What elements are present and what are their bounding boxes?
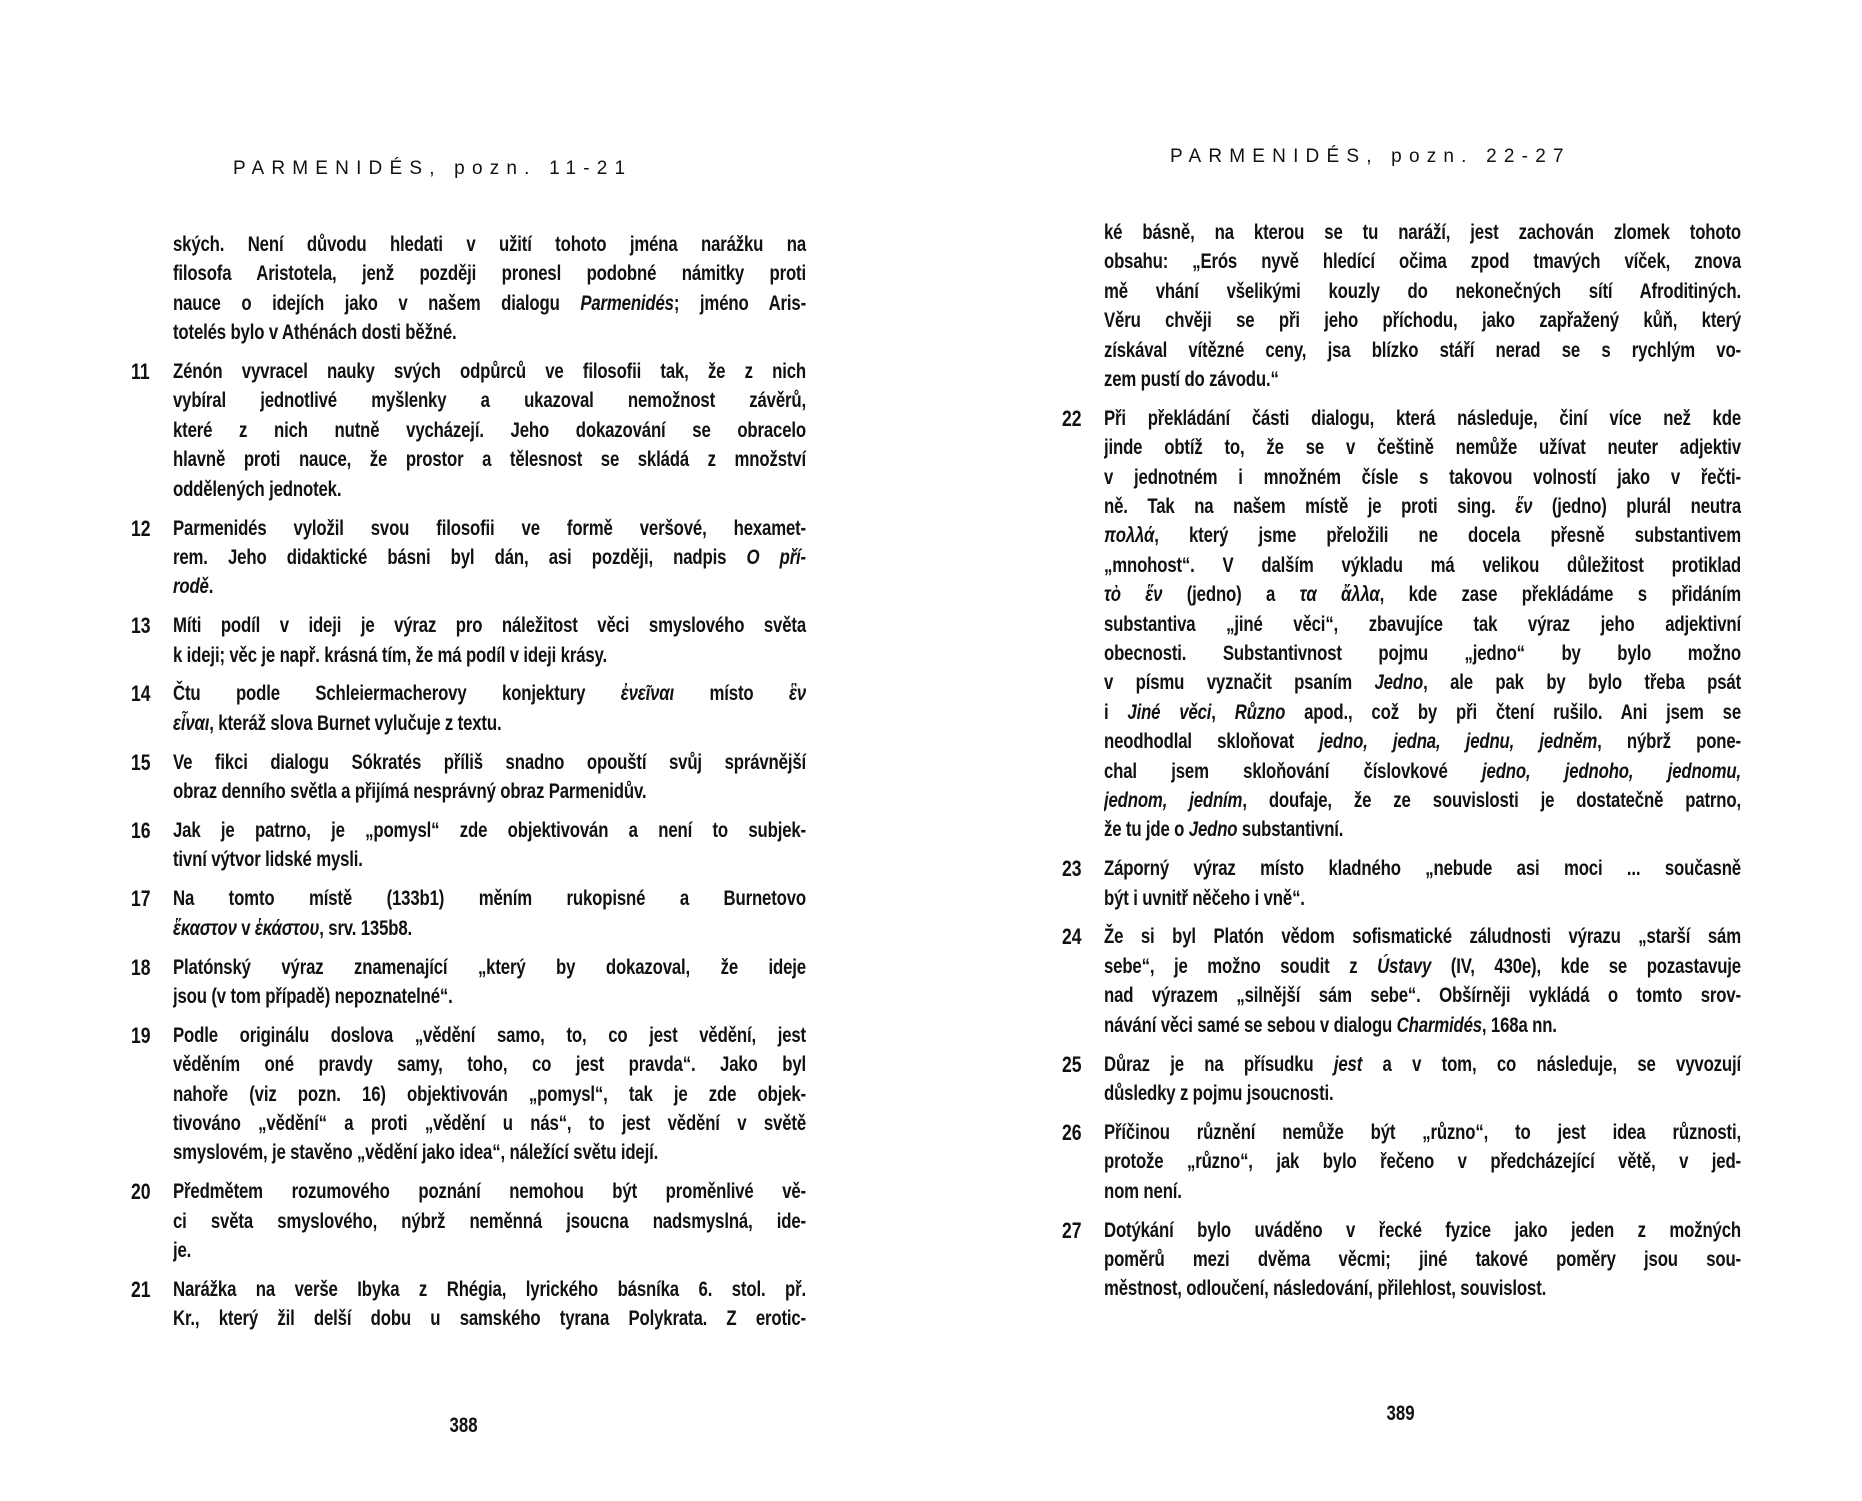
text-run: ; jméno Aris- (673, 290, 806, 315)
text-run: návání věci samé se sebou v dialogu (1104, 1012, 1397, 1037)
text-line (1104, 668, 1741, 697)
italic-text: πολλά (1104, 523, 1155, 548)
text-line (1104, 404, 1741, 433)
text-run: Zénón vyvracel nauky svých odpůrců ve filosofii tak, že z nich (173, 359, 806, 384)
text-run: chal jsem skloňování číslovkové (1104, 758, 1483, 783)
footnote-number: 12 (131, 515, 151, 541)
footnote (131, 748, 806, 807)
text-run: Předmětem rozumového poznání nemohou být proměnlivé vě- (173, 1179, 806, 1204)
italic-text: Charmidés (1396, 1012, 1482, 1037)
footnote-number: 26 (1062, 1119, 1082, 1145)
text-run: věděním oné pravdy samy, toho, co jest pravda“. Jako byl (173, 1052, 806, 1077)
text-line (1104, 884, 1741, 913)
footnote-continuation (1062, 218, 1741, 394)
text-line (173, 914, 806, 943)
text-line (1104, 306, 1741, 335)
page-number: 389 (1386, 1402, 1415, 1425)
text-line (1104, 521, 1741, 550)
italic-text: Jedno (1374, 670, 1424, 695)
text-line (173, 514, 806, 543)
text-run: jsou (v tom případě) nepoznatelné“. (173, 983, 453, 1008)
text-run: Kr., který žil delší dobu u samského tyrana Polykrata. Z erotic- (173, 1306, 806, 1331)
running-head: PARMENIDÉS, pozn. 22-27 (1170, 146, 1571, 167)
text-run: substantiva „jiné věci“, zbavujíce tak výraz jeho adjektivní (1104, 611, 1741, 636)
text-run: v (236, 915, 255, 940)
text-run: Při překládání části dialogu, která následuje, činí více než kde (1104, 405, 1741, 430)
italic-text: τα ἄλλα (1299, 582, 1380, 607)
text-line (173, 641, 806, 670)
text-line (173, 1138, 806, 1167)
footnote (1062, 1216, 1741, 1304)
italic-text: Různo (1234, 699, 1286, 724)
text-line (1104, 277, 1741, 306)
italic-text: ἐνεῖναι (620, 681, 675, 706)
text-line (173, 357, 806, 386)
text-run: totelés bylo v Athénách dosti běžné. (173, 320, 457, 345)
text-run: ci světa smyslového, nýbrž neměnná jsoucna nadsmyslná, ide- (173, 1208, 806, 1233)
text-run: , který jsme přeložili ne docela přesně substantivem (1154, 523, 1741, 548)
text-line (173, 572, 806, 601)
text-line (173, 1207, 806, 1236)
footnote (131, 816, 806, 875)
text-run: , ale pak by bylo třeba psát (1423, 670, 1741, 695)
text-line (173, 386, 806, 415)
italic-text: ἕκαστον (173, 915, 237, 940)
italic-text: O pří- (746, 544, 806, 569)
text-run: Věru chvěji se při jeho příchodu, jako zapřažený kůň, který (1104, 308, 1741, 333)
text-run: nahoře (viz pozn. 16) objektivován „pomysl“, tak je zde objek- (173, 1081, 806, 1106)
notes-list (131, 230, 806, 1334)
text-line (1104, 218, 1741, 247)
text-run: tivováno „vědění“ a proti „vědění u nás“, to jest vědění v světě (173, 1111, 806, 1136)
text-run: substantivní. (1237, 817, 1344, 842)
text-line (1104, 757, 1741, 786)
text-run: mě vhání všelikými kouzly do nekonečných sítí Afroditiných. (1104, 278, 1741, 303)
text-run: (IV, 430e), kde se pozastavuje (1431, 953, 1741, 978)
text-run: Příčinou různění nemůže být „různo“, to jest idea různosti, (1104, 1119, 1741, 1144)
footnote (131, 357, 806, 504)
page-number: 388 (449, 1414, 478, 1437)
text-run: neodhodlal skloňovat (1104, 729, 1320, 754)
text-run: důsledky z pojmu jsoucnosti. (1104, 1080, 1334, 1105)
italic-text: jest (1333, 1051, 1363, 1076)
text-run: rem. Jeho didaktické básni byl dán, asi později, nadpis (173, 544, 747, 569)
footnote-number: 13 (131, 613, 151, 639)
text-run: nad výrazem „silnější sám sebe“. Obšírněji vykládá o tomto srov- (1104, 983, 1741, 1008)
text-line (173, 1109, 806, 1138)
text-run: i (1104, 699, 1128, 724)
italic-text: rodě (173, 574, 209, 599)
italic-text: Jedno (1188, 817, 1238, 842)
text-run: Parmenidés vyložil svou filosofii ve formě veršové, hexamet- (173, 515, 806, 540)
text-run: být i uvnitř něčeho i vně“. (1104, 885, 1305, 910)
footnote (1062, 1050, 1741, 1109)
text-line (1104, 1245, 1741, 1274)
text-run: nom není. (1104, 1178, 1182, 1203)
text-run: k ideji; věc je např. krásná tím, že má podíl v ideji krásy. (173, 642, 607, 667)
italic-text: Ústavy (1377, 953, 1432, 978)
text-run: Záporný výraz místo kladného „nebude asi moci ... současně (1104, 856, 1741, 881)
text-run: , doufaje, že ze souvislosti je dostatečně patrno, (1242, 787, 1741, 812)
text-run: v jednotném i množném čísle s takovou volností jako v řečti- (1104, 464, 1741, 489)
text-run: obsahu: „Erós nyvě hledící očima zpod tmavých víček, znova (1104, 249, 1741, 274)
text-line (1104, 854, 1741, 883)
text-run: , nýbrž pone- (1597, 729, 1741, 754)
text-run: apod., což by při čtení rušilo. Ani jsem se (1285, 699, 1741, 724)
footnote-number: 14 (131, 681, 151, 707)
text-run: Jak je patrno, je „pomysl“ zde objektivován a není to subjek- (173, 818, 806, 843)
italic-text: εἶναι (173, 710, 210, 735)
text-run: filosofa Aristotela, jenž později pronesl podobné námitky proti (173, 261, 806, 286)
text-line (1104, 1274, 1741, 1303)
text-line (1104, 580, 1741, 609)
text-line (173, 748, 806, 777)
text-line (173, 289, 806, 318)
text-line (173, 475, 806, 504)
text-run: obraz denního světla a přijímá nesprávný obraz Parmenidův. (173, 779, 647, 804)
text-line (173, 416, 806, 445)
footnote (131, 611, 806, 670)
footnote-number: 15 (131, 749, 151, 775)
text-line (173, 845, 806, 874)
text-line (173, 1021, 806, 1050)
text-run: , kde zase překládáme s přidáním (1379, 582, 1741, 607)
text-line (1104, 492, 1741, 521)
text-run: sebe“, je možno soudit z (1104, 953, 1378, 978)
text-line (1104, 336, 1741, 365)
text-line (173, 543, 806, 572)
text-line (173, 816, 806, 845)
text-run: Na tomto místě (133b1) měním rukopisné a Burnetovo (173, 886, 806, 911)
footnote (131, 679, 806, 738)
footnote-number: 25 (1062, 1051, 1082, 1077)
italic-text: τὸ ἕν (1104, 582, 1163, 607)
text-line (1104, 698, 1741, 727)
text-run: ských. Není důvodu hledati v užití tohoto jména narážku na (173, 232, 806, 256)
text-run: Ve fikci dialogu Sókratés příliš snadno opouští svůj správnější (173, 749, 806, 774)
text-run: , (1211, 699, 1235, 724)
footnote-number: 16 (131, 818, 151, 844)
italic-text: jedno, jedna, jednu, jedněm (1319, 729, 1598, 754)
footnote (131, 1021, 806, 1168)
text-line (173, 445, 806, 474)
text-line (1104, 1147, 1741, 1176)
footnote-number: 23 (1062, 856, 1082, 882)
text-run: smyslovém, je stavěno „vědění jako idea“, náležící světu idejí. (173, 1140, 659, 1165)
footnote-number: 17 (131, 886, 151, 912)
footnote (131, 953, 806, 1012)
text-run: a v tom, co následuje, se vyvozují (1362, 1051, 1741, 1076)
text-run: v písmu vyznačit psaním (1104, 670, 1375, 695)
text-run: obecnosti. Substantivnost pojmu „jedno“ by bylo možno (1104, 640, 1741, 665)
text-line (173, 1236, 806, 1265)
text-line (173, 1304, 806, 1333)
text-run: Platónský výraz znamenající „který by dokazoval, že ideje (173, 954, 806, 979)
footnote-number: 27 (1062, 1217, 1082, 1243)
text-run: hlavně proti nauce, že prostor a tělesnost se skládá z množství (173, 447, 806, 472)
text-run: Důraz je na přísudku (1104, 1051, 1334, 1076)
italic-text: ἑκάστου (254, 915, 320, 940)
text-line (1104, 1011, 1741, 1040)
text-run: oddělených jednotek. (173, 476, 342, 501)
text-run: . (208, 574, 214, 599)
footnote-number: 11 (131, 359, 150, 385)
text-line (173, 777, 806, 806)
italic-text: jednom, jedním (1104, 787, 1243, 812)
italic-text: ἕν (1515, 494, 1533, 519)
text-line (1104, 247, 1741, 276)
footnote (1062, 854, 1741, 913)
italic-text: Parmenidés (580, 290, 674, 315)
text-line (1104, 1216, 1741, 1245)
text-run: Míti podíl v ideji je výraz pro náležitost věci smyslového světa (173, 613, 806, 638)
text-line (173, 982, 806, 1011)
footnote (1062, 404, 1741, 845)
text-run: Podle originálu doslova „vědění samo, to, co jest vědění, jest (173, 1022, 806, 1047)
text-run: Čtu podle Schleiermacherovy konjektury (173, 681, 621, 706)
text-line (173, 1050, 806, 1079)
footnote (131, 1177, 806, 1265)
text-run: které z nich nutně vycházejí. Jeho dokazování se obracelo (173, 417, 806, 442)
text-line (173, 611, 806, 640)
text-run: , srv. 135b8. (319, 915, 413, 940)
text-run: městnost, odloučení, následování, přilehlost, souvislost. (1104, 1276, 1547, 1301)
right-page (931, 0, 1862, 1501)
text-line (173, 259, 806, 288)
text-line (173, 1275, 806, 1304)
text-run: ké básně, na kterou se tu naráží, jest zachován zlomek tohoto (1104, 220, 1741, 244)
footnote-continuation (131, 230, 806, 348)
text-line (1104, 639, 1741, 668)
text-line (1104, 981, 1741, 1010)
footnote-number: 18 (131, 954, 151, 980)
text-line (1104, 727, 1741, 756)
text-run: jinde obtíž to, že se v češtině nemůže užívat neuter adjektiv (1104, 435, 1741, 460)
text-line (173, 679, 806, 708)
text-run: , 168a nn. (1481, 1012, 1557, 1037)
footnote (1062, 922, 1741, 1040)
italic-text: jedno, jednoho, jednomu, (1482, 758, 1741, 783)
text-run: získával vítězné ceny, jsa blízko stáří nerad se s rychlým vo- (1104, 337, 1741, 362)
text-line (1104, 786, 1741, 815)
text-line (1104, 610, 1741, 639)
footnote-number: 22 (1062, 405, 1082, 431)
notes-list (1062, 218, 1741, 1304)
text-line (173, 953, 806, 982)
text-run: nauce o idejích jako v našem dialogu (173, 290, 581, 315)
footnote (131, 1275, 806, 1334)
text-run: (jedno) plurál neutra (1532, 494, 1741, 519)
text-run: místo (674, 681, 789, 706)
text-line (173, 709, 806, 738)
text-run: , kteráž slova Burnet vylučuje z textu. (209, 710, 502, 735)
text-line (173, 318, 806, 347)
text-line (1104, 922, 1741, 951)
text-run: tivní výtvor lidské mysli. (173, 847, 363, 872)
footnote (131, 514, 806, 602)
text-run: protože „různo“, jak bylo řečeno v předcházející větě, v jed- (1104, 1149, 1741, 1174)
text-run: poměrů mezi dvěma věcmi; jiné takové poměry jsou sou- (1104, 1246, 1741, 1271)
text-line (1104, 365, 1741, 394)
text-run: ně. Tak na našem místě je proti sing. (1104, 494, 1516, 519)
text-run: zem pustí do závodu.“ (1104, 366, 1279, 391)
text-run: je. (173, 1238, 192, 1263)
text-line (1104, 815, 1741, 844)
italic-text: ἓν (788, 681, 806, 706)
text-line (1104, 1118, 1741, 1147)
text-line (1104, 952, 1741, 981)
text-line (1104, 463, 1741, 492)
text-line (1104, 1050, 1741, 1079)
text-run: vybíral jednotlivé myšlenky a ukazoval nemožnost závěrů, (173, 388, 806, 413)
text-run: „mnohost“. V dalším výkladu má velikou důležitost protiklad (1104, 552, 1741, 577)
text-line (1104, 551, 1741, 580)
footnote-number: 24 (1062, 924, 1082, 950)
footnote-number: 21 (131, 1277, 151, 1302)
text-line (1104, 433, 1741, 462)
footnote (131, 884, 806, 943)
text-line (173, 1177, 806, 1206)
text-run: že tu jde o (1104, 817, 1189, 842)
text-line (1104, 1177, 1741, 1206)
footnote (1062, 1118, 1741, 1206)
text-run: Dotýkání bylo uváděno v řecké fyzice jako jeden z možných (1104, 1217, 1741, 1242)
italic-text: Jiné věci (1127, 699, 1212, 724)
text-run: (jedno) a (1162, 582, 1300, 607)
text-line (1104, 1079, 1741, 1108)
text-line (173, 884, 806, 913)
text-line (173, 230, 806, 259)
footnote-number: 20 (131, 1179, 151, 1205)
footnote-number: 19 (131, 1022, 151, 1048)
text-line (173, 1080, 806, 1109)
running-head: PARMENIDÉS, pozn. 11-21 (233, 158, 633, 179)
text-run: Že si byl Platón vědom sofismatické záludnosti výrazu „starší sám (1104, 924, 1741, 949)
text-run: Narážka na verše Ibyka z Rhégia, lyrického básníka 6. stol. př. (173, 1277, 806, 1301)
